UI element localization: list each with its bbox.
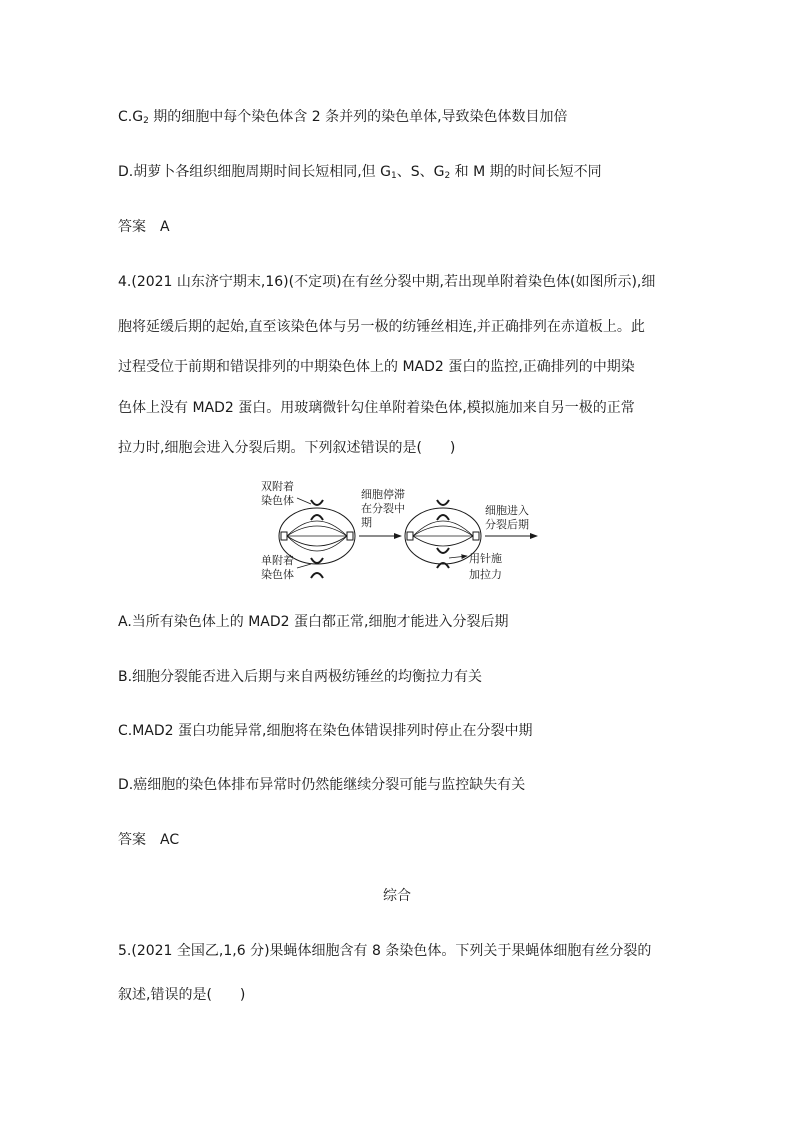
label-needle-2: 加拉力 xyxy=(469,568,502,581)
option-4d: D.癌细胞的染色体排布异常时仍然能继续分裂可能与监控缺失有关 xyxy=(118,777,526,793)
label-single-2: 染色体 xyxy=(261,568,294,581)
label-enter-1: 细胞进入 xyxy=(485,504,529,517)
question-4-line-4: 色体上没有 MAD2 蛋白。用玻璃微针勾住单附着染色体,模拟施加来自另一极的正常 xyxy=(118,400,635,416)
question-4-line-3: 过程受位于前期和错误排列的中期染色体上的 MAD2 蛋白的监控,正确排列的中期染 xyxy=(118,359,635,375)
option-3d: D.胡萝卜各组织细胞周期时间长短相同,但 $G_1$、S、$G_2$ 和 M 期的时间长短不同 xyxy=(118,164,602,181)
label-single-1: 单附着 xyxy=(261,554,294,567)
question-4-line-2: 胞将延缓后期的起始,直至该染色体与另一极的纺锤丝相连,并正确排列在赤道板上。此 xyxy=(118,319,645,335)
question-4-line-5: 拉力时,细胞会进入分裂后期。下列叙述错误的是( ) xyxy=(118,440,456,456)
section-title: 综合 xyxy=(383,888,411,904)
question-5-line-2: 叙述,错误的是( ) xyxy=(118,987,246,1003)
question-4-line-1: 4.(2021 山东济宁期末,16)(不定项)在有丝分裂中期,若出现单附着染色体(如图所示),细 xyxy=(118,274,656,290)
label-enter-2: 分裂后期 xyxy=(485,518,529,531)
answer-3: 答案 A xyxy=(118,219,170,235)
label-arrest-3: 期 xyxy=(361,516,372,529)
label-double-2: 染色体 xyxy=(261,494,294,507)
option-4a: A.当所有染色体上的 MAD2 蛋白都正常,细胞才能进入分裂后期 xyxy=(118,614,509,630)
spindle-diagram xyxy=(255,478,545,588)
answer-4: 答案 AC xyxy=(118,832,180,848)
label-arrest-2: 在分裂中 xyxy=(361,502,405,515)
option-4c: C.MAD2 蛋白功能异常,细胞将在染色体错误排列时停止在分裂中期 xyxy=(118,723,533,739)
label-double-1: 双附着 xyxy=(261,480,294,493)
option-3c: $C.G_2$ 期的细胞中每个染色体含 2 条并列的染色单体,导致染色体数目加倍 xyxy=(118,109,568,126)
option-4b: B.细胞分裂能否进入后期与来自两极纺锤丝的均衡拉力有关 xyxy=(118,669,483,685)
label-needle-1: 用针施 xyxy=(469,552,502,565)
spindle-diagram-svg xyxy=(255,478,545,588)
question-5-line-1: 5.(2021 全国乙,1,6 分)果蝇体细胞含有 8 条染色体。下列关于果蝇体细胞有丝分裂的 xyxy=(118,943,652,959)
label-arrest-1: 细胞停滞 xyxy=(361,488,405,501)
